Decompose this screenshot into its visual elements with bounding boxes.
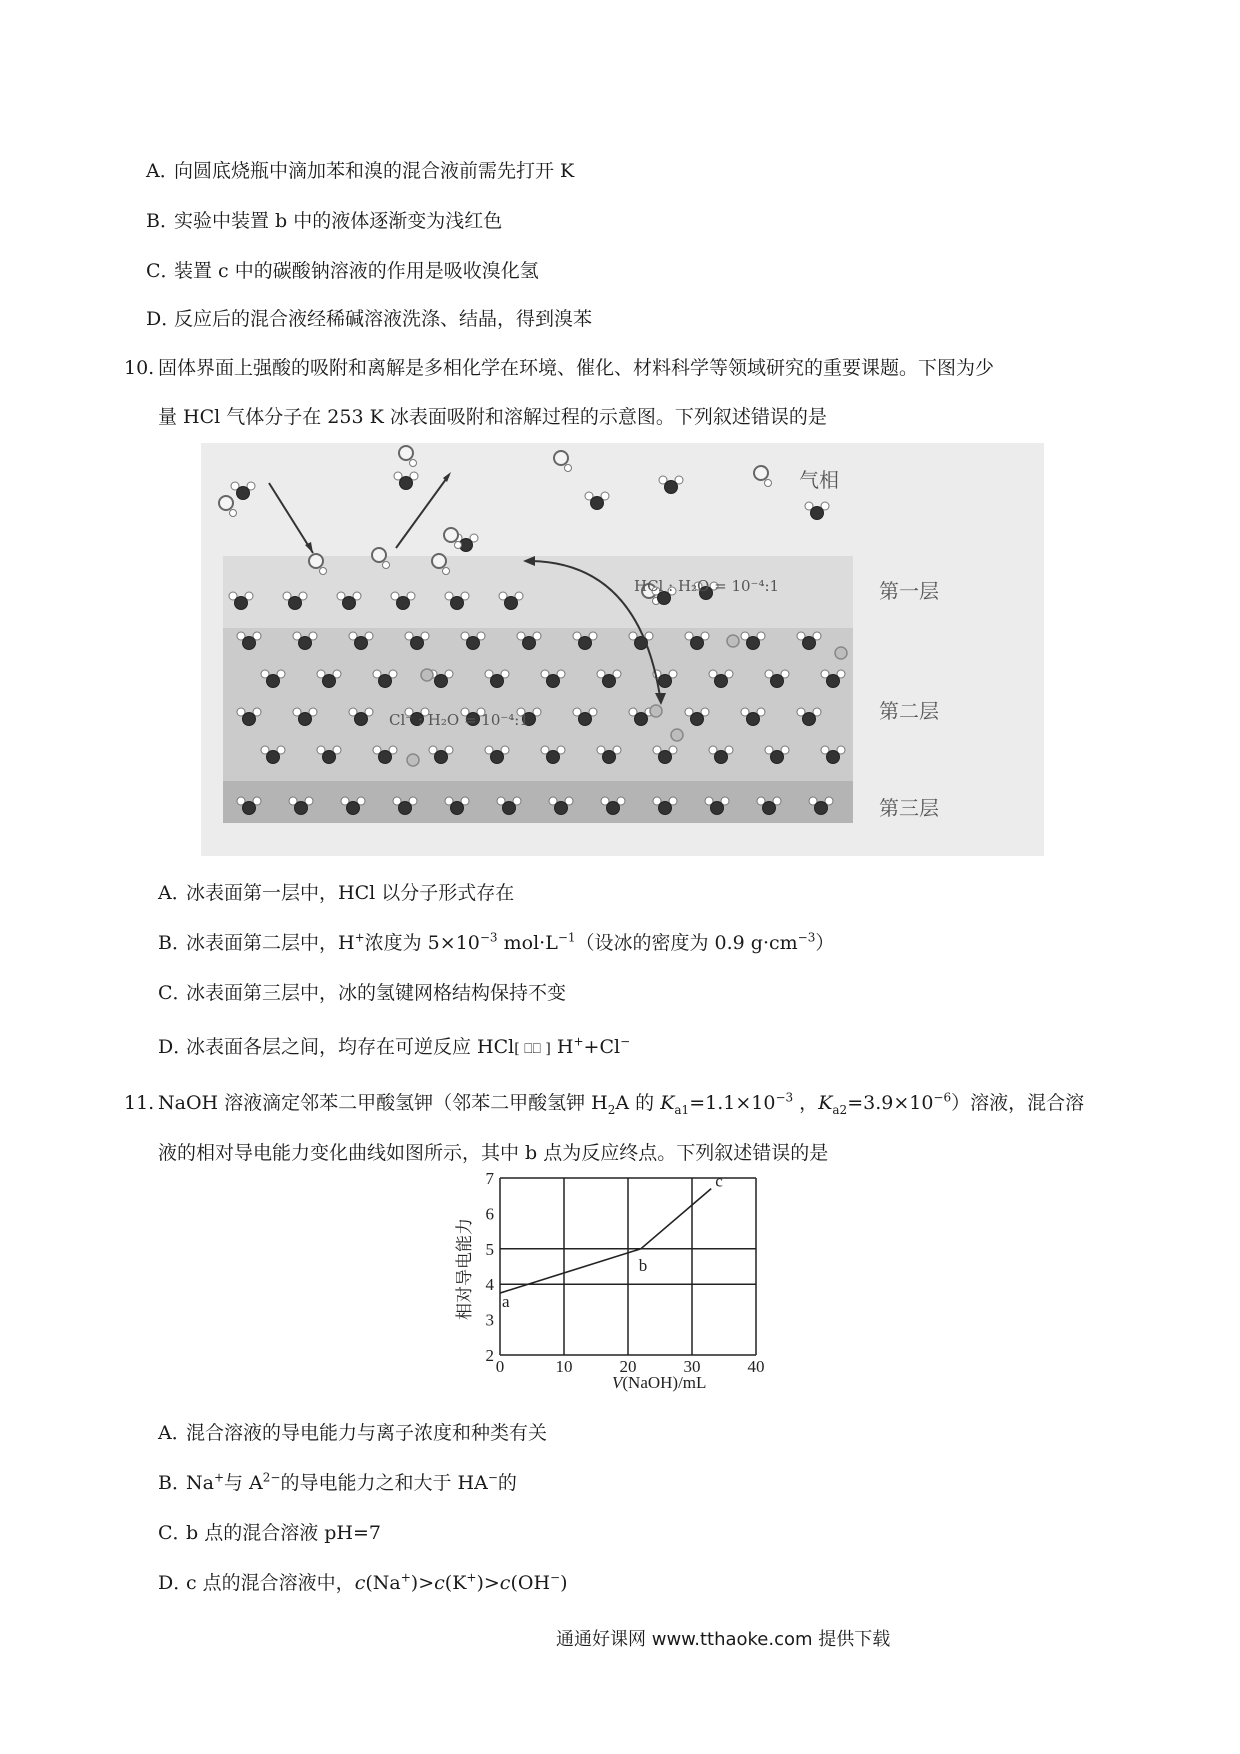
gas-water-molecule (591, 497, 604, 510)
x-axis-label-italic: V (612, 1373, 623, 1392)
layer2-water-molecule (355, 713, 368, 726)
stem-text: =1.1×10 (689, 1092, 776, 1114)
superscript: + (400, 1570, 411, 1585)
q10-stem-line1 (124, 355, 994, 381)
option-text: 浓度为 5×10 (364, 932, 480, 954)
option-text: 冰表面第一层中，HCl 以分子形式存在 (186, 882, 515, 904)
gas-water-molecule (400, 477, 413, 490)
option-text: (Na (365, 1572, 401, 1594)
point-label-b: b (638, 1255, 648, 1275)
option-text: 冰表面各层之间，均存在可逆反应 HCl (186, 1036, 515, 1058)
superscript: −6 (933, 1090, 952, 1105)
layer2-water-molecule (603, 751, 616, 764)
gas-water-molecule (811, 507, 824, 520)
q9-option-d (146, 306, 592, 332)
stem-text: ， (793, 1092, 819, 1114)
x-tick-label: 10 (555, 1357, 573, 1376)
layer2-water-molecule (635, 713, 648, 726)
option-letter: C． (158, 1522, 192, 1544)
superscript: + (213, 1470, 225, 1485)
hcl-molecule (230, 510, 237, 517)
layer2-water-molecule (379, 751, 392, 764)
q10-stem-line2: 量 HCl 气体分子在 253 K 冰表面吸附和溶解过程的示意图。下列叙述错误的是 (158, 406, 827, 428)
chlorine-atom (309, 554, 323, 568)
layer2-water-molecule (715, 751, 728, 764)
x-tick-label: 0 (495, 1357, 505, 1376)
option-text: mol·L (497, 932, 558, 954)
chlorine-atom (754, 466, 768, 480)
layer2-water-molecule (491, 751, 504, 764)
y-tick-label: 5 (485, 1239, 494, 1259)
layer2-water-molecule (299, 713, 312, 726)
chlorine-atom (432, 554, 446, 568)
point-label-c: c (715, 1171, 723, 1191)
x-axis-label (612, 1373, 706, 1392)
layer2-water-molecule (771, 675, 784, 688)
chloride-ion (421, 669, 433, 681)
layer2-water-molecule (547, 751, 560, 764)
q11-option-c (158, 1520, 381, 1546)
option-text: )> (476, 1572, 500, 1594)
layer2-water-molecule (747, 637, 760, 650)
chlorine-atom (372, 548, 386, 562)
option-letter: A． (158, 882, 191, 904)
layer2-water-molecule (691, 637, 704, 650)
stem-text: =3.9×10 (847, 1092, 934, 1114)
chlorine-atom (554, 451, 568, 465)
layer3-water-molecule (711, 802, 724, 815)
point-label-a: a (502, 1292, 510, 1312)
question-number: 10. (124, 357, 155, 379)
layer2-water-molecule (579, 713, 592, 726)
option-text: 反应后的混合液经稀碱溶液洗涤、结晶，得到溴苯 (174, 308, 593, 330)
option-text: 的 (497, 1472, 517, 1494)
option-text: 向圆底烧瓶中滴加苯和溴的混合液前需先打开 K (174, 160, 575, 182)
x-axis-label-rest: (NaOH)/mL (622, 1373, 707, 1392)
option-letter: A． (146, 160, 179, 182)
layer3-water-molecule (451, 802, 464, 815)
option-text: b 点的混合溶液 pH=7 (186, 1522, 381, 1544)
x-tick-label: 30 (683, 1357, 701, 1376)
layer2-water-molecule (771, 751, 784, 764)
layer1-water-molecule (505, 597, 518, 610)
hcl-molecule (565, 465, 572, 472)
option-text: )> (410, 1572, 435, 1594)
stem-italic: K (818, 1092, 833, 1114)
layer2-water-molecule (691, 713, 704, 726)
layer1-water-molecule (397, 597, 410, 610)
option-text: ） (815, 932, 835, 954)
hcl-molecule (410, 460, 417, 467)
q11-stem-line2: 液的相对导电能力变化曲线如图所示，其中 b 点为反应终点。下列叙述错误的是 (158, 1142, 829, 1164)
layer-2-label: 第二层 (879, 699, 939, 723)
q9-option-b (146, 208, 502, 234)
option-text: (K (444, 1572, 467, 1594)
layer3-water-molecule (607, 802, 620, 815)
q11-option-b (158, 1470, 517, 1496)
layer-2-band (223, 628, 853, 781)
option-text: ) (560, 1572, 568, 1594)
y-tick-label: 2 (485, 1346, 494, 1365)
option-letter: D． (146, 308, 181, 330)
chloride-ion (727, 635, 739, 647)
superscript: + (466, 1570, 477, 1585)
q10-option-d (158, 1034, 630, 1062)
layer3-water-molecule (659, 802, 672, 815)
q9-option-a (146, 158, 574, 184)
layer2-water-molecule (323, 675, 336, 688)
layer1-water-molecule (451, 597, 464, 610)
chloride-ion (407, 754, 419, 766)
chloride-ion (835, 647, 847, 659)
ice-surface-diagram (201, 443, 1044, 856)
y-tick-label: 4 (485, 1275, 494, 1295)
stem-text: ）溶液，混合溶 (951, 1092, 1085, 1114)
superscript: + (354, 930, 365, 945)
superscript: −3 (775, 1090, 794, 1105)
chloride-ion (671, 729, 683, 741)
italic-c: c (434, 1572, 445, 1594)
option-text: 装置 c 中的碳酸钠溶液的作用是吸收溴化氢 (174, 260, 539, 282)
stem-text: NaOH 溶液滴定邻苯二甲酸氢钾（邻苯二甲酸氢钾 H (158, 1092, 608, 1114)
layer3-water-molecule (399, 802, 412, 815)
q10-option-a (158, 880, 514, 906)
layer2-water-molecule (267, 751, 280, 764)
question-number: 11. (124, 1092, 155, 1114)
subscript: a2 (832, 1102, 848, 1117)
subscript: a1 (674, 1102, 690, 1117)
layer2-water-molecule (579, 637, 592, 650)
layer3-water-molecule (295, 802, 308, 815)
equilibrium-glyph: [ ⎕⎕ ] (514, 1041, 551, 1057)
hcl-molecule (383, 562, 390, 569)
layer2-water-molecule (715, 675, 728, 688)
layer2-water-molecule (243, 637, 256, 650)
layer2-water-molecule (659, 751, 672, 764)
layer2-water-molecule (603, 675, 616, 688)
question-stem: 固体界面上强酸的吸附和离解是多相化学在环境、催化、材料科学等领域研究的重要课题。下图为少 (158, 357, 995, 379)
y-tick-label: 3 (485, 1310, 494, 1330)
ratio-label-2: Cl⁻ : H₂O = 10⁻⁴:1 (389, 711, 529, 729)
footer-credit: 通通好课网 www.tthaoke.com 提供下载 (556, 1629, 891, 1650)
layer3-water-molecule (555, 802, 568, 815)
chloride-ion (650, 705, 662, 717)
hcl-molecule (455, 542, 462, 549)
option-text: 实验中装置 b 中的液体逐渐变为浅红色 (174, 210, 503, 232)
layer2-water-molecule (435, 675, 448, 688)
superscript: 2− (262, 1470, 281, 1485)
layer2-water-molecule (435, 751, 448, 764)
option-letter: C． (158, 982, 192, 1004)
layer2-water-molecule (355, 637, 368, 650)
layer2-water-molecule (467, 637, 480, 650)
option-letter: B． (158, 932, 191, 954)
conductivity-chart-svg (440, 1170, 800, 1395)
italic-c: c (499, 1572, 511, 1594)
option-text: 与 A (224, 1472, 263, 1494)
chlorine-atom (219, 496, 233, 510)
option-text: c 点的混合溶液中， (186, 1572, 355, 1594)
superscript: −1 (557, 930, 576, 945)
option-letter: C． (146, 260, 180, 282)
chlorine-atom (399, 446, 413, 460)
stem-italic: K (660, 1092, 675, 1114)
layer1-water-molecule (343, 597, 356, 610)
q11-option-a (158, 1420, 547, 1446)
x-tick-label: 20 (619, 1357, 637, 1376)
layer2-water-molecule (323, 751, 336, 764)
gas-phase-label: 气相 (799, 468, 839, 492)
layer1-water-molecule (235, 597, 248, 610)
option-text: 的导电能力之和大于 HA (280, 1472, 488, 1494)
option-letter: D． (158, 1036, 193, 1058)
layer2-water-molecule (827, 751, 840, 764)
ratio-label-1: HCl : H₂O = 10⁻⁴:1 (634, 577, 780, 595)
layer2-water-molecule (659, 675, 672, 688)
conductivity-curve (500, 1189, 711, 1293)
gas-water-molecule (665, 481, 678, 494)
option-text: 冰表面第二层中，H (186, 932, 355, 954)
hcl-molecule (765, 480, 772, 487)
q11-option-d (158, 1570, 568, 1596)
layer-1-label: 第一层 (879, 579, 939, 603)
option-text: +Cl (583, 1036, 621, 1058)
layer3-water-molecule (815, 802, 828, 815)
option-text: （设冰的密度为 0.9 g·cm (575, 932, 798, 954)
layer1-water-molecule (289, 597, 302, 610)
layer3-water-molecule (347, 802, 360, 815)
q10-option-b (158, 930, 834, 956)
option-letter: D． (158, 1572, 193, 1594)
ice-surface-figure (201, 443, 1044, 856)
layer2-water-molecule (803, 637, 816, 650)
option-letter: B． (146, 210, 179, 232)
layer3-water-molecule (243, 802, 256, 815)
stem-text: A 的 (615, 1092, 661, 1114)
q9-option-c (146, 258, 539, 284)
layer3-water-molecule (763, 802, 776, 815)
option-text: Na (186, 1472, 214, 1494)
superscript: + (573, 1034, 584, 1049)
layer2-water-molecule (803, 713, 816, 726)
layer2-water-molecule (827, 675, 840, 688)
q10-option-c (158, 980, 566, 1006)
q11-stem-line1 (124, 1090, 1084, 1116)
hcl-molecule (320, 568, 327, 575)
layer2-water-molecule (547, 675, 560, 688)
superscript: − (620, 1034, 631, 1049)
superscript: − (550, 1570, 561, 1585)
layer2-water-molecule (523, 637, 536, 650)
layer2-water-molecule (747, 713, 760, 726)
y-tick-label: 6 (485, 1204, 494, 1224)
superscript: −3 (797, 930, 816, 945)
layer2-water-molecule (491, 675, 504, 688)
option-text: 混合溶液的导电能力与离子浓度和种类有关 (186, 1422, 548, 1444)
layer3-water-molecule (503, 802, 516, 815)
option-letter: B． (158, 1472, 191, 1494)
y-axis-label: 相对导电能力 (455, 1218, 475, 1320)
conductivity-chart (440, 1170, 800, 1395)
x-tick-label: 40 (747, 1357, 765, 1376)
option-text: (OH (510, 1572, 551, 1594)
option-text: 冰表面第三层中，冰的氢键网格结构保持不变 (186, 982, 567, 1004)
subscript: 2 (607, 1102, 616, 1117)
hcl-molecule (443, 568, 450, 575)
option-text: H (550, 1036, 574, 1058)
gas-water-molecule (237, 487, 250, 500)
y-tick-label: 7 (485, 1170, 494, 1188)
layer2-water-molecule (411, 637, 424, 650)
italic-c: c (354, 1572, 366, 1594)
superscript: −3 (479, 930, 498, 945)
layer2-water-molecule (299, 637, 312, 650)
option-letter: A． (158, 1422, 191, 1444)
superscript: − (487, 1470, 498, 1485)
layer2-water-molecule (267, 675, 280, 688)
layer2-water-molecule (243, 713, 256, 726)
layer-3-label: 第三层 (879, 796, 939, 820)
layer2-water-molecule (379, 675, 392, 688)
chlorine-atom (444, 528, 458, 542)
